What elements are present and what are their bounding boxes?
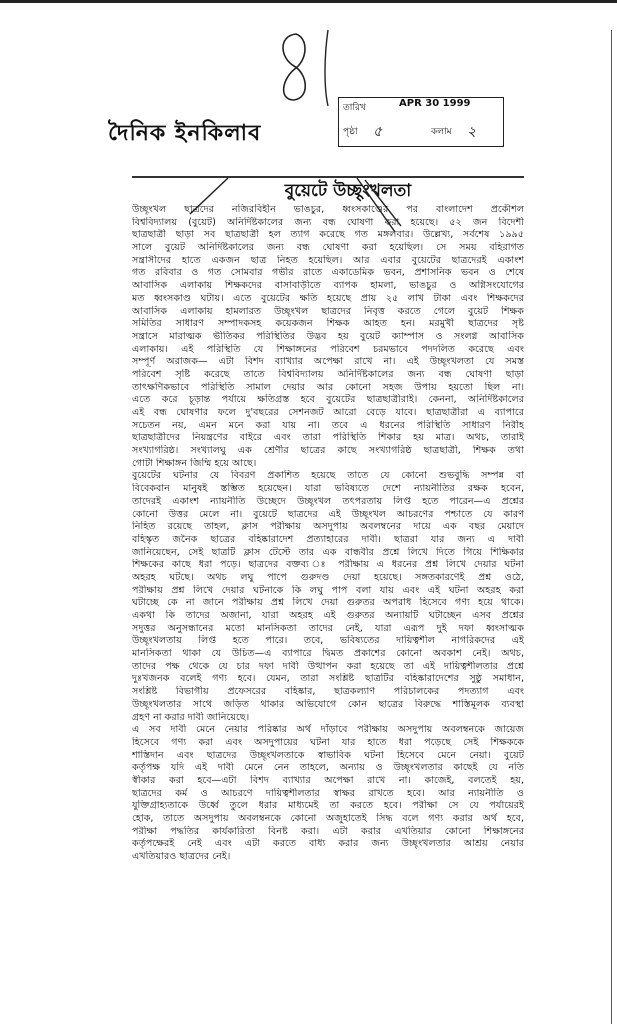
archive-stamp (338, 97, 504, 147)
article-line: এ সব দাবী মেনে নেয়ার পরিষ্কার অর্থ দাঁড়াবে পরীক্ষায় অসদুপায় অবলম্বনকে জায়েজ (132, 724, 524, 736)
article-line: গ্রহণ না করার দাবী জানিয়েছে। (132, 711, 250, 723)
scan-right-edge (611, 30, 612, 1024)
article-line: গোটা শিক্ষাঙ্গন জিম্মি হয়ে আছে। (132, 457, 257, 469)
article-line: সালে বুয়েট অনির্দিষ্টকালের জন্য বন্ধ ঘোষণা করা হয়েছিল। সে সময় বহিরাগত (132, 242, 524, 254)
article-line: বুয়েটের ঘটনার যে বিবরণ প্রকাশিত হয়েছে তাতে যে কোনো শুভবুদ্ধি সম্পন্ন বা (132, 470, 524, 482)
article-line: ঘটাচ্ছে কে না জানে পরীক্ষায় প্রশ্ন লিখে দেয়া গুরুতর অপরাধ হিসেবে গণ্য হয়ে থাকে। (132, 597, 524, 609)
column-label: কলাম (431, 127, 452, 137)
article-line: হোক, তাতে অসদুপায় অবলম্বনকে কোনো অজুহাতেই সিদ্ধ বলে গণ্য করার অর্থ হবে, (132, 813, 524, 824)
article-line: উচ্ছৃংখলতার সাথে জড়িত থাকার অভিযোগে কোন ছাত্রের বিরুদ্ধে শাস্তিমূলক ব্যবস্থা (132, 698, 524, 710)
date-label: তারিখ (343, 103, 366, 113)
pen-mark-right (355, 176, 415, 236)
article-line: অহরহ ঘটছে। অথচ লঘু পাপে গুরুদণ্ড দেয়া হয়েছে। সঙ্গতকারণেই প্রশ্ন ওঠে, (132, 571, 524, 583)
article-line: সন্ত্রাসীদের হাতে একজন ছাত্র নিহত হয়েছিল। আর এবার বুয়েটের ছাত্রদেরই একাংশ (132, 254, 524, 266)
article-line: সংশ্লিষ্ট বিভাগীয় প্রফেসরের বহিষ্কার, ছাত্রকল্যাণ পরিচালকের পদত্যাগ এবং (132, 686, 524, 698)
article-line: সন্ত্রাসে মারাত্মক ভীতিকর পরিস্থিতির উদ্ভব হয় বুয়েট ক্যাম্পাস ও সংলগ্ন আবাসিক (132, 330, 524, 342)
article-line: কর্তৃপক্ষেরই নেই এবং এটা করতে বাধ্য করার জন্য উচ্ছৃংখলতার আশ্রয় নেয়ার (132, 838, 524, 850)
article-line: নিহিত রয়েছে তাহল, ক্লাস পরীক্ষায় অসদুপায় অবলম্বনের দায়ে এক বছর মেয়াদে (132, 521, 524, 533)
article-line: যুক্তিগ্রাহ্যতাকে উর্ধ্বে তুলে ধরার মাধ্যমেই তা করতে হবে। পরীক্ষা সে যে পর্যায়েরই (132, 800, 524, 812)
article-line: বিবেকবান মানুষই স্তম্ভিত হয়েছেন। যারা ভবিষ্যতে দেশে ন্যায়নীতির রক্ষক হবেন, (132, 483, 524, 495)
article-line: তাৎক্ষণিকভাবে পরিস্থিতি সামাল দেয়ার আর কোনো সহজ উপায় হয়তো ছিল না। (132, 381, 524, 393)
article-line: পরীক্ষা পদ্ধতির কার্যকারিতা বিনষ্ট করা। এটা করার এখতিয়ার কোনো শিক্ষাঙ্গনের (132, 825, 524, 837)
article-line: বহিস্কৃত জনৈক ছাত্রের বহিষ্কারাদেশ প্রত্যাহারের দাবী। ছাত্ররা যার জন্য এ দাবী (132, 533, 524, 545)
article-line: গত রবিবার ও গত সোমবার গভীর রাতে একাডেমিক ভবন, প্রশাসনিক ভবন ও শেষে (132, 267, 524, 279)
article-line: ছাত্রছাত্রীদের নিয়ন্ত্রণের বাইরে এবং তারা পরিস্থিতি শিকার হয় মাত্র। অথচ, তারাই (132, 432, 524, 444)
article-line: শাস্তিদান এবং ছাত্রদের উচ্ছৃংখলতাকে স্বাভাবিক ঘটনা হিসেবে মেনে নেয়া। বুয়েট (132, 749, 524, 761)
article-line: কোনো উত্তর মেলে না। বুয়েটে ছাত্রদের এই উচ্ছৃংখল আচরণের পশ্চাতে যে কারণ (132, 508, 524, 520)
article-line: মানসিকতা থাকা যে উচিত—এ ব্যাপারে দ্বিমত প্রকাশের কোনো অবকাশ নেই। অথচ, (132, 648, 524, 660)
article-line: এখতিয়ারও ছাত্রদের নেই। (132, 851, 231, 863)
article-line: ছাত্রছাত্রী ছাড়া সব ছাত্রছাত্রী হল ত্যাগ করেছে গত মঙ্গলবার। উল্লেখ্য, সর্বশেষ ১৯৯৫ (132, 229, 524, 241)
article-line: এই বন্ধ ঘোষণার ফলে দু'বছরের সেশনজট আরো বেড়ে যাবে। ছাত্রছাত্রীরা এ ব্যাপারে (132, 407, 524, 418)
article-headline: বুয়েটে উচ্ছৃংখলতা (284, 181, 412, 201)
page-label: পৃষ্ঠা (343, 127, 358, 137)
article-line: মত ধ্বংসকাণ্ড ঘটায়। এতে বুয়েটের ক্ষতি হয়েছে প্রায় ২৫ লাখ টাকা এবং শিক্ষকদের (132, 292, 524, 304)
article-line: আবাসিক এলাকায় শিক্ষকদের বাসাবাড়ীতে ব্যাপক হামলা, ভাঙচুর ও অগ্নিসংযোগের (132, 280, 524, 292)
article-line: উচ্ছৃংখল ছাত্রদের নজিরবিহীন ভাঙচুর, ধ্বংসকাণ্ডের পর বাংলাদেশ প্রকৌশল (132, 204, 524, 215)
article-line: পরিবেশ সৃষ্টি করেছে তাতে বিশ্ববিদ্যালয় অনির্দিষ্টকালের জন্য বন্ধ ঘোষণা ছাড়া (132, 368, 524, 380)
article-line: তাদের পক্ষ থেকে যে চার দফা দাবী উত্থাপন করা হয়েছে তা এই দায়িত্বশীলতার প্রশ্নে (132, 660, 524, 672)
article-line: দুঃখজনক বলেই গণ্য হবে। যেমন, তারা সংশ্লিষ্ট ছাত্রটির বহিষ্কারাদেশের সুষ্ঠু সমাধান, (132, 673, 524, 685)
article-line: তাদেরই একাংশ ন্যায়নীতি উচ্ছেদে উচ্ছৃংখল তৎপরতায় লিপ্ত হতে পারেন—এ প্রশ্নের (132, 495, 524, 507)
article-line: হিসেবে গণ্য করা এবং অসদুপায়ের ঘটনা যার হাতে ধরা পড়েছে সেই শিক্ষককে (132, 736, 524, 748)
page-value: ৫ (373, 124, 383, 140)
article-line: সদুত্তর অনুসন্ধানের মতো মানসিকতা তাদের নেই, যারা এরূপ দুই দফা ধ্বংসাত্মক (132, 622, 524, 634)
article-line: জানিয়েছেন, সেই ছাত্রটি ক্লাস টেস্টে তার এক বান্ধবীর প্রশ্নে লিখে দিতে গিয়ে শিক্ষিকার (132, 546, 524, 558)
article-line: সচেতন নয়, এমন মনে করা যায় না। তবে এ ধরনের পরিস্থিতি সাধারণ নিরীহ (132, 419, 524, 431)
article-line: স্বীকার করা হবে—এটা বিশদ ব্যাখ্যার অপেক্ষা রাখে না। কাজেই, বলতেই হয়, (132, 774, 524, 786)
article-line: আবাসিক এলাকায় হামলারত উচ্ছৃংখল ছাত্রদের নিবৃত্ত করতে গেলে বুয়েট শিক্ষক (132, 305, 524, 317)
article-line: সম্পূর্ণ অরাজক— এটা বিশদ ব্যাখ্যার অপেক্ষা রাখে না। এই উচ্ছৃংখলতা যে সমস্ত (132, 356, 524, 368)
article-line: উচ্ছৃংখলতায় লিপ্ত হতে পারে। তবে, ভবিষ্যতের দায়িত্বশীল নাগরিকদের এই (132, 635, 524, 647)
column-value: ২ (467, 124, 477, 140)
article-line: বিশ্ববিদ্যালয় (বুয়েট) অনির্দিষ্টকালের জন্য বন্ধ ঘোষণা করা হয়েছে। ৫২ জন বিদেশী (132, 216, 524, 228)
article-line: সমিতির সাধারণ সম্পাদকসহ কয়েকজন শিক্ষক আহত হন। মরমুখী ছাত্রদের সৃষ্ট (132, 318, 524, 330)
date-value: APR 30 1999 (399, 98, 471, 109)
article-line: এলাকায়। এই পরিস্থিতি যে শিক্ষাঙ্গনের পরিবেশ চরমভাবে পদদলিত করেছে এবং (132, 343, 524, 355)
editorial-article (132, 176, 524, 864)
handwritten-page-number (268, 28, 338, 108)
article-line: এতে করে চূড়ান্ত পর্যায়ে ক্ষতিগ্রস্ত হবে বুয়েটের ছাত্রছাত্রীরাই। কেননা, অনির্দিষ্টকালের (132, 394, 524, 406)
pen-mark-left (170, 176, 230, 216)
newspaper-masthead: দৈনিক ইনকিলাব (108, 121, 262, 146)
article-line: একথা কি তাদের অজানা, যারা অহরহ এই গুরুতর অন্যায়টি ঘটাচ্ছেন এসব প্রশ্নের (132, 610, 524, 621)
article-line: ছাত্রদের কর্ম ও আচরণে দায়িত্বশীলতার স্বাক্ষর রাখতে হবে। আর ন্যায়নীতি ও (132, 787, 524, 799)
article-line: সংখ্যাগরিষ্ঠ। সংখ্যালঘু এক শ্রেণীর ছাত্রের কাছে সংখ্যাগরিষ্ঠ ছাত্রছাত্রী, শিক্ষক তথা (132, 445, 524, 457)
article-line: শিক্ষকের কাছে ধরা পড়ে। ছাত্রদের বক্তব্য ঃ পরীক্ষায় এ ধরনের প্রশ্ন লিখে দেয়ার ঘটনা (132, 559, 524, 571)
scan-top-edge (0, 0, 617, 3)
article-body (132, 204, 524, 864)
article-line: পরীক্ষায় প্রশ্ন লিখে দেয়ার ঘটনাকে কি লঘু পাপ বলা যায় এবং এই ঘটনা অহরহ করা (132, 584, 524, 596)
article-line: কর্তৃপক্ষ যদি এই দাবী মেনে নেন তাহলে, অন্যায় ও উচ্ছৃংখলতার কাছেই যে নতি (132, 762, 524, 774)
